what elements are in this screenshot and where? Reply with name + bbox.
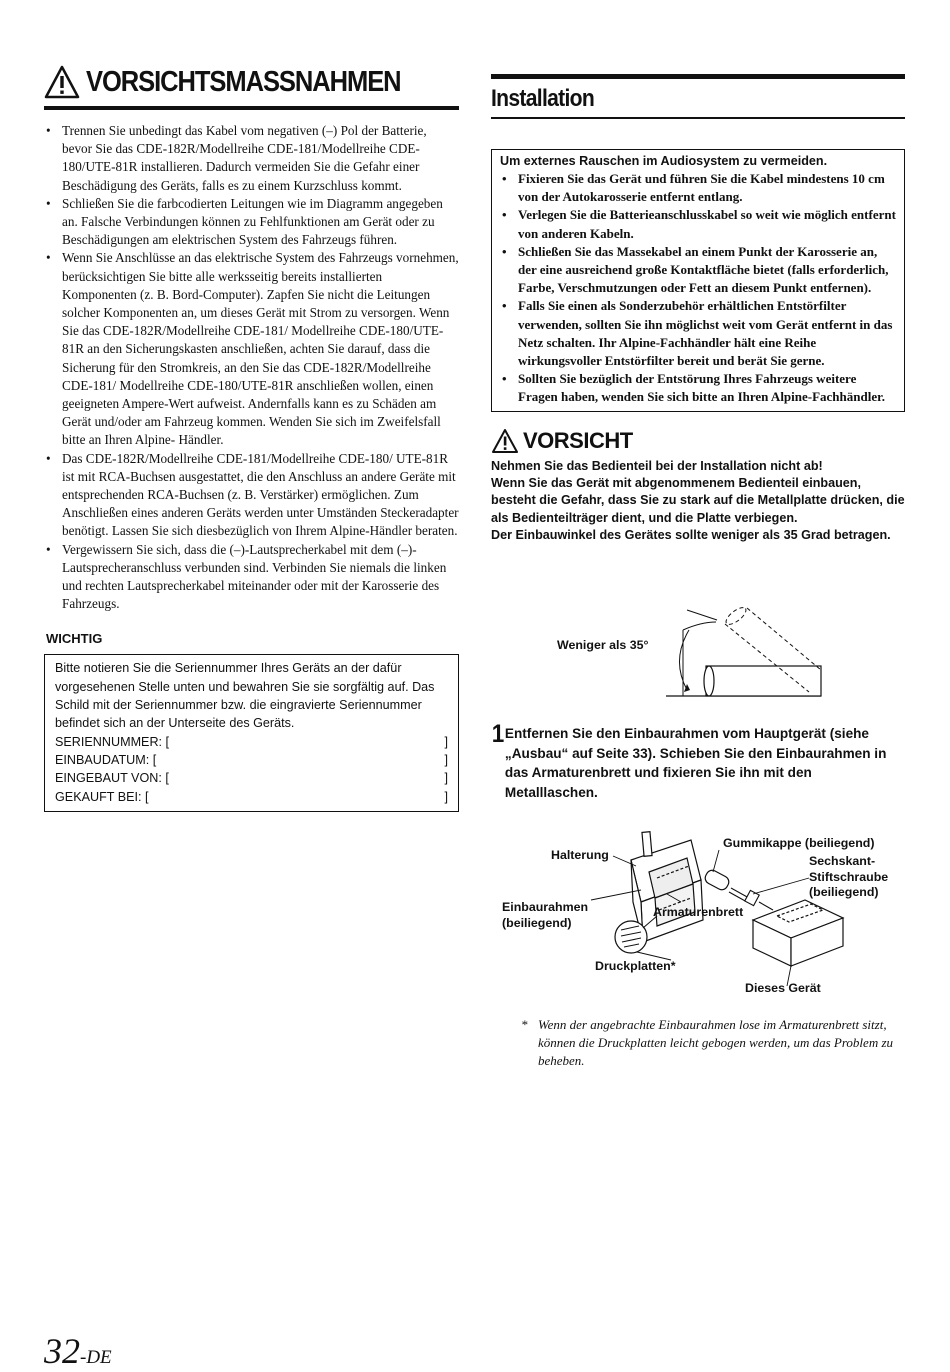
precaution-item: • Vergewissern Sie sich, dass die (–)-Lautsprecherkabel mit dem (–)-Lautsprecheranschluss verbunden sind. Verbinden Sie niemals die linken und rechten Lautsprecherkabel miteinander oder mit der Karosserie des Fahrzeugs. [44,541,459,614]
noise-item: • Falls Sie einen als Sonderzubehör erhältlichen Entstörfilter verwenden, sollten Sie ihn möglichst weit vom Gerät entfernt in das Netz schalten. Ihr Alpine-Fachhändler hält eine Reihe wirkungsvoller Entstörfilter bereit und berät Sie gerne. [500,297,896,370]
footnote [521,1016,905,1070]
label-sechskant-line1: Sechskant- [809,854,876,868]
installed-by-field-row [55,769,448,787]
step-1 [491,720,905,802]
caution-line: Wenn Sie das Gerät mit abgenommenem Bedienteil einbauen, besteht die Gefahr, dass Sie zu stark auf die Metallplatte drücken, die als Bedienteilträger dient, und die Platte verbiegen. [491,475,905,525]
label-gummikappe: Gummikappe (beiliegend) [723,836,875,850]
serial-field-label: SERIENNUMMER: [ [55,734,170,749]
precautions-list [44,122,459,613]
noise-title: Um externes Rauschen im Audiosystem zu vermeiden. [500,154,828,168]
mounting-angle-illustration [491,600,905,700]
purchased-at-field-end: ] [444,789,448,804]
page-number-suffix: -DE [80,1347,112,1368]
serial-intro: Bitte notieren Sie die Seriennummer Ihres Geräts an der dafür vorgesehenen Stelle unten und bewahren Sie sie sorgfältig auf. Das Schild mit der Seriennummer bzw. die eingravierte Seriennummer befindet sich an der Unterseite des Geräts. [55,661,435,731]
label-sechskant-line3: (beiliegend) [809,885,879,899]
serial-field-row [55,733,448,751]
label-einbaurahmen-line1: Einbaurahmen [502,900,589,914]
important-heading: WICHTIG [46,631,103,647]
serial-number-box [44,654,459,811]
install-date-field-label: EINBAUDATUM: [ [55,752,157,767]
noise-item: • Verlegen Sie die Batterieanschlusskabel so weit wie möglich entfernt von anderen Kabeln. [500,206,896,242]
precautions-heading: VORSICHTSMASSNAHMEN [86,65,401,98]
mounting-angle-figure [491,600,905,700]
label-sechskant-line2: Stiftschraube [809,869,889,884]
step-number: 1 [491,720,505,748]
label-druckplatten: Druckplatten* [595,959,676,973]
caution-heading: VORSICHT [523,427,633,453]
caution-line: Nehmen Sie das Bedienteil bei der Installation nicht ab! [491,458,823,473]
caution-heading-row [491,426,905,456]
label-dieses-geraet: Dieses Gerät [745,981,821,995]
footnote-star: * [521,1017,528,1032]
label-einbaurahmen-line2: (beiliegend) [502,915,572,930]
precaution-item: • Schließen Sie die farbcodierten Leitungen wie im Diagramm angegeben an. Falsche Verbindungen können zu Fehlfunktionen am Gerät oder zu Beschädigungen am elektrischen System des Fahrzeugs führen. [44,195,459,250]
installation-figure [491,820,905,1010]
caution-line: Der Einbauwinkel des Gerätes sollte weniger als 35 Grad betragen. [491,527,891,542]
angle-label: Weniger als 35° [557,638,649,652]
noise-list [500,170,896,407]
noise-item: • Schließen Sie das Massekabel an einem Punkt der Karosserie an, der eine ausreichend große Kontaktfläche bietet (falls erforderlich, Farbe, Verschmutzungen oder Fett an diesem Punkt entfernen). [500,243,896,298]
step-text: Entfernen Sie den Einbaurahmen vom Hauptgerät (siehe „Ausbau“ auf Seite 33). Schieben Sie den Einbaurahmen in das Armaturenbrett und fixieren Sie ihn mit den Metalllaschen. [504,726,887,800]
installation-heading-bar [491,74,905,119]
precaution-item: • Trennen Sie unbedingt das Kabel vom negativen (–) Pol der Batterie, bevor Sie das CDE-182R/Modellreihe CDE-181/Modellreihe CDE-180/UTE-81R installieren. Dadurch vermeiden Sie die Gefahr einer Beschädigung des Geräts, falls es zu einem Kurzschluss kommt. [44,122,459,195]
install-date-field-row [55,751,448,769]
noise-box [491,149,905,412]
precautions-heading-row [44,62,459,110]
label-armaturenbrett: Armaturenbrett [653,905,744,919]
installation-heading: Installation [491,85,595,112]
install-date-field-end: ] [444,752,448,767]
precaution-item: • Das CDE-182R/Modellreihe CDE-181/Modellreihe CDE-180/ UTE-81R ist mit RCA-Buchsen ausgestattet, die den Anschluss an andere Geräte mit entsprechenden RCA-Buchsen (z. B. Verstärker) ermöglichen. Zum Anschließen eines anderen Geräts werden unter Umständen Steckeradapter benötigt. Lassen Sie sich diesbezüglich von Ihrem Alpine-Händler beraten. [44,450,459,541]
footnote-text: Wenn der angebrachte Einbaurahmen lose im Armaturenbrett sitzt, können die Druckplatten leicht gebogen werden, um das Problem zu beheben. [538,1017,894,1068]
label-sechskant [809,854,888,901]
precautions-column [44,62,459,812]
page-number [44,1330,112,1372]
installation-column [491,74,905,544]
noise-item: • Sollten Sie bezüglich der Entstörung Ihres Fahrzeugs weitere Fragen haben, wenden Sie sich bitte an Ihren Alpine-Fachhändler. [500,370,896,406]
label-einbaurahmen [502,900,588,931]
warning-triangle-icon [44,65,80,99]
precaution-item: • Wenn Sie Anschlüsse an das elektrische System des Fahrzeugs vornehmen, berücksichtigen Sie bitte alle werksseitig bereits installierten Komponenten (z. B. Bord-Computer). Zapfen Sie nicht die Leitungen solcher Komponenten an, um dieses Gerät mit Strom zu versorgen. Wenn Sie das CDE-182R/Modellreihe CDE-181/ Modellreihe CDE-180/UTE-81R an den Sicherungskasten anschließen, achten Sie darauf, dass die Sicherung für den Stromkreis, an den Sie das CDE-182R/Modellreihe CDE-181/ Modellreihe CDE-180/UTE-81R anschließen wollen, einen geeigneten Ampere-Wert aufweist. Andernfalls kann es zu Schäden am Gerät und/oder am Fahrzeug kommen. Wenden Sie sich im Zweifelsfall bitte an Ihren Alpine- Händler. [44,249,459,449]
purchased-at-field-row [55,788,448,806]
noise-item: • Fixieren Sie das Gerät und führen Sie die Kabel mindestens 10 cm von der Autokarosserie entfernt entlang. [500,170,896,206]
installed-by-field-end: ] [444,771,448,786]
label-halterung: Halterung [551,848,609,862]
caution-text [491,458,905,544]
warning-triangle-icon [491,428,519,454]
installed-by-field-label: EINGEBAUT VON: [ [55,771,169,786]
serial-field-end: ] [444,734,448,749]
page-number-value: 32 [44,1331,80,1371]
purchased-at-field-label: GEKAUFT BEI: [ [55,789,149,804]
